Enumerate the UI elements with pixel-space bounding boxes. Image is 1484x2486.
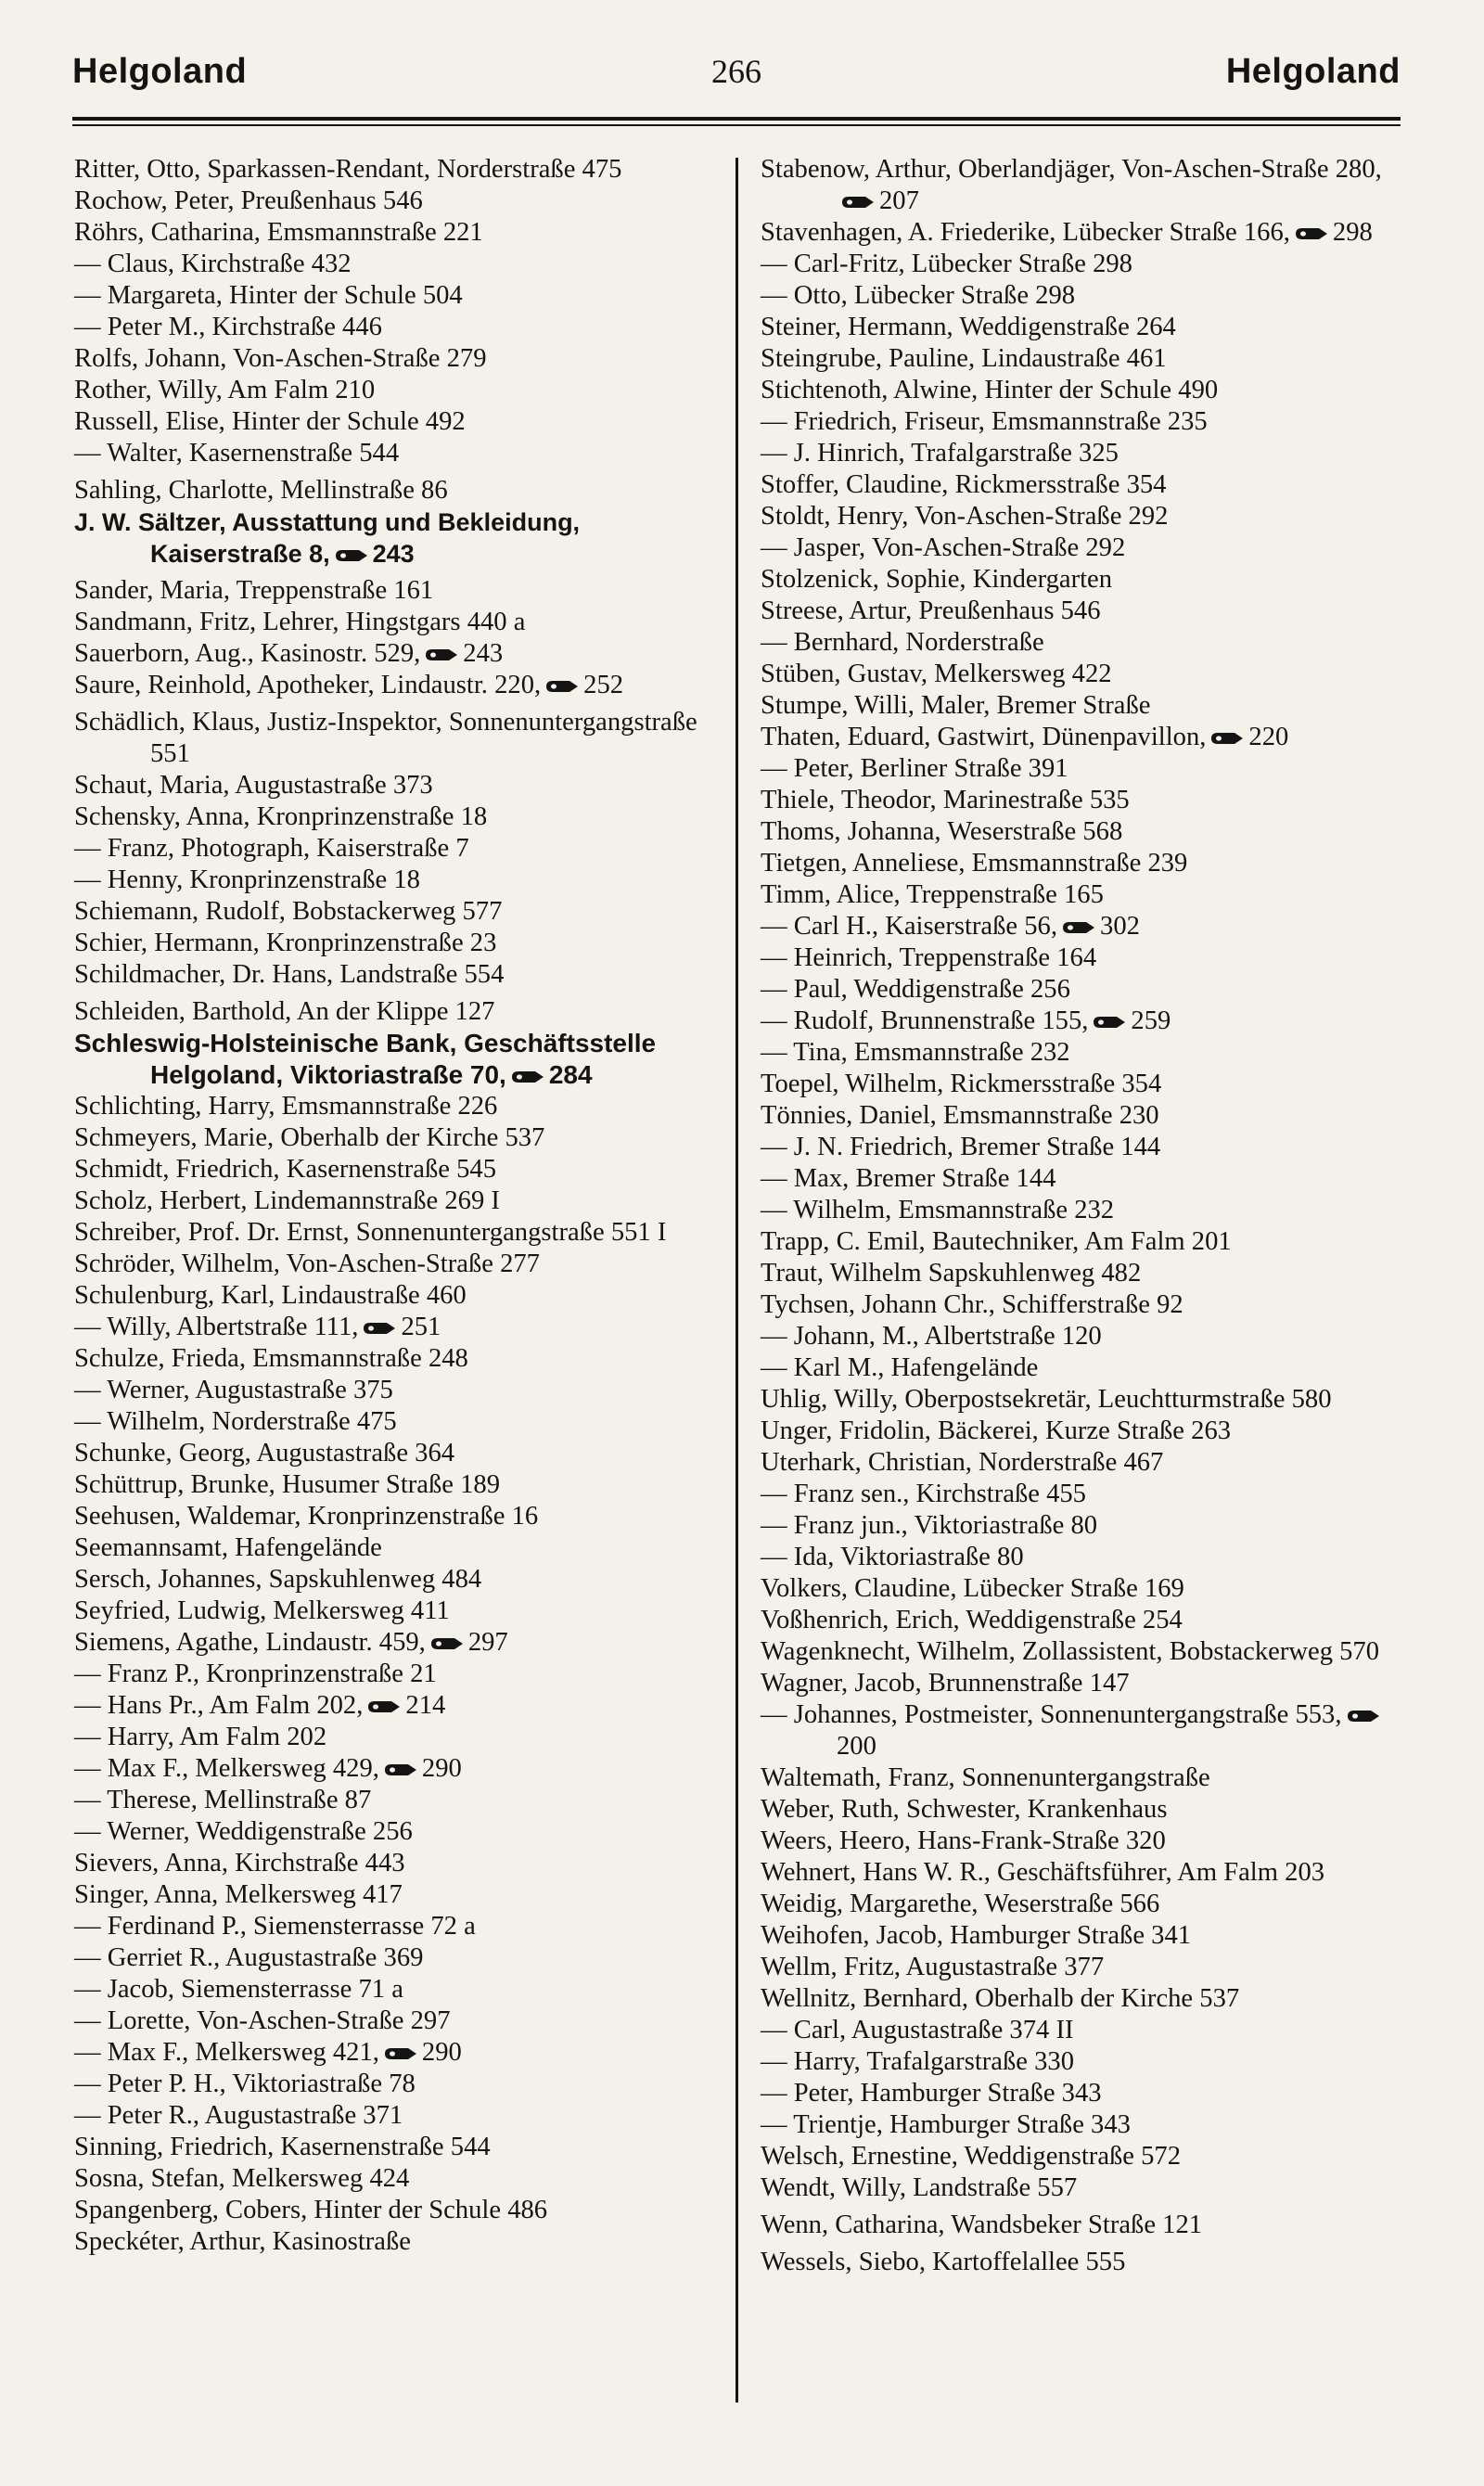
entry-text: — Franz, Photograph, Kaiserstraße 7 (74, 834, 469, 863)
directory-entry (74, 1659, 712, 1690)
entry-text: Sievers, Anna, Kirchstraße 443 (74, 1849, 405, 1877)
header-rule-thin (72, 124, 1401, 126)
directory-entry (74, 1816, 712, 1848)
entry-text: Tönnies, Daniel, Emsmannstraße 230 (761, 1101, 1159, 1130)
entry-text: Trapp, C. Emil, Bautechniker, Am Falm 201 (761, 1227, 1232, 1256)
directory-entry (761, 1163, 1401, 1195)
entry-text: Singer, Anna, Melkersweg 417 (74, 1880, 403, 1909)
telephone-icon (544, 679, 580, 694)
entry-text: Wagenknecht, Wilhelm, Zollassistent, Bobstackerweg 570 (761, 1637, 1380, 1666)
entry-text: — Henny, Kronprinzenstraße 18 (74, 865, 420, 894)
directory-entry (761, 1037, 1401, 1069)
directory-entry (761, 2210, 1401, 2241)
directory-entry (761, 596, 1401, 627)
entry-text: Welsch, Ernestine, Weddigenstraße 572 (761, 2142, 1182, 2171)
entry-text: Unger, Fridolin, Bäckerei, Kurze Straße 263 (761, 1416, 1232, 1445)
directory-entry (761, 1195, 1401, 1226)
entry-text: Russell, Elise, Hinter der Schule 492 (74, 407, 466, 436)
phone-number: 302 (1100, 912, 1140, 941)
directory-entry (761, 911, 1401, 942)
entry-text: Schröder, Wilhelm, Von-Aschen-Straße 277 (74, 1249, 540, 1278)
phone-number: 297 (467, 1628, 508, 1657)
page-header (72, 48, 1401, 104)
entry-text: Siemens, Agathe, Lindaustr. 459, (74, 1628, 426, 1657)
directory-entry (74, 1469, 712, 1501)
directory-entry (74, 1753, 712, 1785)
entry-text: Volkers, Claudine, Lübecker Straße 169 (761, 1574, 1184, 1603)
phone-number: 200 (837, 1732, 876, 1761)
directory-entry (761, 2172, 1401, 2204)
directory-entry (761, 469, 1401, 501)
directory-entry (74, 1911, 712, 1942)
entry-text: — Werner, Augustastraße 375 (74, 1376, 393, 1404)
directory-entry (74, 154, 712, 186)
directory-entry (74, 249, 712, 280)
directory-entry (761, 1226, 1401, 1258)
entry-text: — Peter M., Kirchstraße 446 (74, 313, 382, 341)
telephone-icon (362, 1321, 397, 1336)
directory-entry (761, 1416, 1401, 1447)
phone-number: 251 (401, 1313, 441, 1341)
entry-text: — Trientje, Hamburger Straße 343 (761, 2110, 1131, 2139)
directory-entry (761, 1699, 1401, 1762)
entry-text: Schädlich, Klaus, Justiz-Inspektor, Sonnenuntergangstraße 551 (74, 708, 697, 768)
entry-text: — Johannes, Postmeister, Sonnenuntergangstraße 553, (761, 1700, 1342, 1729)
directory-entry (74, 833, 712, 865)
directory-entry (761, 722, 1401, 753)
phone-number: 207 (879, 186, 919, 215)
directory-entry (761, 2046, 1401, 2078)
directory-entry (74, 506, 712, 570)
entry-text: Spangenberg, Cobers, Hinter der Schule 486 (74, 2196, 548, 2224)
directory-entry (761, 438, 1401, 469)
entry-text: Schildmacher, Dr. Hans, Landstraße 554 (74, 960, 505, 989)
directory-entry (761, 1384, 1401, 1416)
directory-entry (74, 2069, 712, 2100)
directory-entry (761, 1510, 1401, 1542)
entry-text: — Tina, Emsmannstraße 232 (761, 1038, 1070, 1067)
entry-text: — Paul, Weddigenstraße 256 (761, 975, 1070, 1004)
entry-text: Rolfs, Johann, Von-Aschen-Straße 279 (74, 344, 487, 373)
directory-entry (74, 2100, 712, 2132)
entry-text: Schmidt, Friedrich, Kasernenstraße 545 (74, 1155, 497, 1184)
entry-text: Sauerborn, Aug., Kasinostr. 529, (74, 639, 421, 668)
directory-entry (74, 2163, 712, 2195)
directory-entry (74, 928, 712, 959)
entry-text: Schensky, Anna, Kronprinzenstraße 18 (74, 802, 488, 831)
column-divider (736, 158, 738, 2403)
entry-text: Wellnitz, Bernhard, Oberhalb der Kirche 537 (761, 1984, 1240, 2013)
page-number: 266 (711, 53, 761, 90)
entry-text: Weers, Heero, Hans-Frank-Straße 320 (761, 1826, 1166, 1855)
entry-text: Schlichting, Harry, Emsmannstraße 226 (74, 1092, 498, 1121)
entry-text: Saure, Reinhold, Apotheker, Lindaustr. 220, (74, 671, 542, 699)
phone-number: 214 (405, 1691, 446, 1720)
directory-entry (761, 942, 1401, 974)
directory-entry (761, 1605, 1401, 1636)
directory-entry (74, 1690, 712, 1722)
entry-text: Stavenhagen, A. Friederike, Lübecker Straße 166, (761, 218, 1290, 247)
header-left-title: Helgoland (72, 52, 248, 91)
entry-text: — Wilhelm, Emsmannstraße 232 (761, 1196, 1115, 1224)
directory-entry (74, 312, 712, 343)
telephone-icon (1061, 920, 1096, 935)
directory-entry (74, 575, 712, 607)
directory-entry (761, 690, 1401, 722)
directory-entry (761, 2109, 1401, 2141)
entry-text: — Harry, Trafalgarstraße 330 (761, 2047, 1075, 2076)
directory-entry (761, 280, 1401, 312)
directory-entry (761, 627, 1401, 659)
directory-entry (761, 1069, 1401, 1100)
directory-entry (74, 1942, 712, 1974)
directory-entry (74, 438, 712, 469)
directory-entry (74, 1785, 712, 1816)
directory-entry (761, 1573, 1401, 1605)
directory-entry (74, 2005, 712, 2037)
entry-text: — Wilhelm, Norderstraße 475 (74, 1407, 397, 1436)
directory-entry (74, 1722, 712, 1753)
entry-text: Rochow, Peter, Preußenhaus 546 (74, 186, 423, 215)
entry-text: — Harry, Am Falm 202 (74, 1723, 327, 1751)
entry-text: — Jacob, Siemensterrasse 71 a (74, 1975, 403, 2004)
entry-text: — Max F., Melkersweg 429, (74, 1754, 379, 1783)
entry-text: — Hans Pr., Am Falm 202, (74, 1691, 364, 1720)
directory-entry (74, 217, 712, 249)
directory-entry (74, 1501, 712, 1532)
directory-entry (761, 1321, 1401, 1352)
directory-entry (761, 154, 1401, 217)
telephone-icon (429, 1636, 465, 1651)
phone-number: 290 (421, 2038, 462, 2067)
entry-text: Steingrube, Pauline, Lindaustraße 461 (761, 344, 1167, 373)
directory-entry (74, 607, 712, 638)
entry-text: — Otto, Lübecker Straße 298 (761, 281, 1076, 310)
entry-text: J. W. Sältzer, Ausstattung und Bekleidung, Kaiserstraße 8, (74, 508, 581, 568)
telephone-icon (510, 1070, 545, 1084)
entry-text: — J. Hinrich, Trafalgarstraße 325 (761, 439, 1119, 468)
entry-text: — Peter, Berliner Straße 391 (761, 754, 1068, 783)
entry-text: — Claus, Kirchstraße 432 (74, 250, 352, 278)
entry-text: — Carl H., Kaiserstraße 56, (761, 912, 1058, 941)
entry-text: Stoffer, Claudine, Rickmersstraße 354 (761, 470, 1167, 499)
directory-entry (761, 217, 1401, 249)
entry-text: Sander, Maria, Treppenstraße 161 (74, 576, 434, 605)
entry-text: Sinning, Friedrich, Kasernenstraße 544 (74, 2133, 491, 2161)
entry-text: Seehusen, Waldemar, Kronprinzenstraße 16 (74, 1502, 539, 1531)
directory-entry (74, 670, 712, 701)
entry-text: Schiemann, Rudolf, Bobstackerweg 577 (74, 897, 503, 926)
telephone-icon (1092, 1015, 1127, 1030)
telephone-icon (1294, 226, 1329, 241)
directory-entry (761, 753, 1401, 785)
entry-text: Stumpe, Willi, Maler, Bremer Straße (761, 691, 1151, 720)
directory-entry (761, 1889, 1401, 1920)
directory-entry (74, 2132, 712, 2163)
entry-text: — Gerriet R., Augustastraße 369 (74, 1943, 424, 1972)
directory-entry (74, 375, 712, 406)
entry-text: — Carl, Augustastraße 374 II (761, 2016, 1074, 2044)
directory-entry (761, 1132, 1401, 1163)
directory-entry (761, 1794, 1401, 1826)
directory-entry (761, 1857, 1401, 1889)
entry-text: Wendt, Willy, Landstraße 557 (761, 2173, 1078, 2202)
entry-text: Schleiden, Barthold, An der Klippe 127 (74, 997, 495, 1026)
directory-entry (74, 1438, 712, 1469)
entry-text: Sahling, Charlotte, Mellinstraße 86 (74, 476, 448, 505)
directory-entry (761, 1289, 1401, 1321)
directory-entry (761, 879, 1401, 911)
entry-text: — Margareta, Hinter der Schule 504 (74, 281, 463, 310)
directory-entry (74, 959, 712, 991)
entry-text: Weber, Ruth, Schwester, Krankenhaus (761, 1795, 1168, 1824)
directory-entry (761, 1636, 1401, 1668)
directory-entry (74, 801, 712, 833)
phone-number: 243 (463, 639, 504, 668)
directory-entry (761, 2015, 1401, 2046)
directory-entry (761, 1668, 1401, 1699)
entry-text: Schüttrup, Brunke, Husumer Straße 189 (74, 1470, 501, 1499)
entry-text: — Friedrich, Friseur, Emsmannstraße 235 (761, 407, 1208, 436)
right-column (761, 154, 1401, 2278)
directory-entry (74, 1406, 712, 1438)
entry-text: Wagner, Jacob, Brunnenstraße 147 (761, 1669, 1130, 1698)
phone-number: 259 (1131, 1006, 1171, 1035)
entry-text: — Lorette, Von-Aschen-Straße 297 (74, 2006, 451, 2035)
telephone-icon (840, 195, 876, 210)
entry-text: — Franz sen., Kirchstraße 455 (761, 1480, 1086, 1508)
entry-text: Steiner, Hermann, Weddigenstraße 264 (761, 313, 1176, 341)
directory-entry (761, 249, 1401, 280)
header-right-title: Helgoland (1225, 52, 1401, 91)
directory-entry (761, 1920, 1401, 1952)
entry-text: Stichtenoth, Alwine, Hinter der Schule 490 (761, 376, 1219, 404)
directory-entry (761, 406, 1401, 438)
entry-text: Weihofen, Jacob, Hamburger Straße 341 (761, 1921, 1192, 1950)
directory-entry (761, 501, 1401, 532)
entry-text: Schreiber, Prof. Dr. Ernst, Sonnenuntergangstraße 551 I (74, 1218, 667, 1247)
directory-entry (761, 1352, 1401, 1384)
entry-text: Schunke, Georg, Augustastraße 364 (74, 1439, 455, 1467)
entry-text: Scholz, Herbert, Lindemannstraße 269 I (74, 1186, 500, 1215)
directory-entry (761, 1952, 1401, 1983)
directory-entry (74, 865, 712, 896)
directory-entry (74, 1028, 712, 1091)
directory-entry (761, 848, 1401, 879)
telephone-icon (424, 647, 459, 662)
directory-entry (74, 475, 712, 506)
entry-text: — Ferdinand P., Siemensterrasse 72 a (74, 1912, 476, 1941)
directory-entry (74, 1627, 712, 1659)
entry-text: — Peter, Hamburger Straße 343 (761, 2079, 1102, 2108)
directory-entry (74, 1217, 712, 1249)
entry-text: Tychsen, Johann Chr., Schifferstraße 92 (761, 1290, 1183, 1319)
entry-text: Waltemath, Franz, Sonnenuntergangstraße (761, 1763, 1210, 1792)
entry-text: — Werner, Weddigenstraße 256 (74, 1817, 413, 1846)
directory-entry (74, 1249, 712, 1280)
phone-number: 252 (583, 671, 624, 699)
directory-entry (761, 816, 1401, 848)
directory-entry (74, 280, 712, 312)
entry-text: Toepel, Wilhelm, Rickmersstraße 354 (761, 1070, 1162, 1098)
directory-entry (761, 1100, 1401, 1132)
directory-entry (74, 1185, 712, 1217)
directory-entry (761, 1258, 1401, 1289)
entry-text: Schmeyers, Marie, Oberhalb der Kirche 537 (74, 1123, 545, 1152)
directory-entry (74, 406, 712, 438)
directory-entry (761, 343, 1401, 375)
phone-number: 290 (421, 1754, 462, 1783)
entry-text: Sandmann, Fritz, Lehrer, Hingstgars 440 a (74, 608, 526, 636)
entry-text: — Therese, Mellinstraße 87 (74, 1786, 372, 1814)
entry-text: Rother, Willy, Am Falm 210 (74, 376, 376, 404)
directory-entry (74, 1375, 712, 1406)
entry-text: Stüben, Gustav, Melkersweg 422 (761, 660, 1112, 688)
directory-entry (74, 2226, 712, 2258)
telephone-icon (383, 1762, 418, 1777)
directory-entry (74, 1280, 712, 1312)
phone-number: 298 (1332, 218, 1373, 247)
directory-entry (761, 785, 1401, 816)
entry-text: Wehnert, Hans W. R., Geschäftsführer, Am Falm 203 (761, 1858, 1325, 1887)
entry-text: — Peter R., Augustastraße 371 (74, 2101, 403, 2130)
entry-text: Wessels, Siebo, Kartoffelallee 555 (761, 2248, 1126, 2276)
telephone-icon (1346, 1709, 1381, 1724)
directory-entry (74, 1595, 712, 1627)
phone-number: 220 (1248, 723, 1289, 751)
entry-text: Uterhark, Christian, Norderstraße 467 (761, 1448, 1164, 1477)
entry-text: Stolzenick, Sophie, Kindergarten (761, 565, 1113, 594)
entry-text: Thiele, Theodor, Marinestraße 535 (761, 786, 1130, 814)
entry-text: Schier, Hermann, Kronprinzenstraße 23 (74, 929, 497, 957)
directory-entry (74, 1848, 712, 1879)
telephone-icon (383, 2046, 418, 2061)
entry-text: Thaten, Eduard, Gastwirt, Dünenpavillon, (761, 723, 1207, 751)
directory-entry (761, 532, 1401, 564)
directory-entry (74, 1879, 712, 1911)
entry-text: — Bernhard, Norderstraße (761, 628, 1044, 657)
directory-entry (74, 896, 712, 928)
entry-text: — Carl-Fritz, Lübecker Straße 298 (761, 250, 1132, 278)
entry-text: Sosna, Stefan, Melkersweg 424 (74, 2164, 410, 2193)
entry-text: Schulze, Frieda, Emsmannstraße 248 (74, 1344, 468, 1373)
entry-text: — Ida, Viktoriastraße 80 (761, 1543, 1024, 1571)
directory-entry (74, 186, 712, 217)
entry-text: Uhlig, Willy, Oberpostsekretär, Leuchtturmstraße 580 (761, 1385, 1332, 1414)
directory-entry (761, 564, 1401, 596)
telephone-icon (366, 1699, 402, 1714)
directory-entry (74, 2037, 712, 2069)
directory-entry (74, 2195, 712, 2226)
directory-entry (761, 1447, 1401, 1479)
entry-text: Stabenow, Arthur, Oberlandjäger, Von-Aschen-Straße 280, (761, 155, 1382, 184)
directory-entry (74, 1312, 712, 1343)
entry-text: Wenn, Catharina, Wandsbeker Straße 121 (761, 2210, 1203, 2239)
entry-text: Weidig, Margarethe, Weserstraße 566 (761, 1890, 1160, 1918)
directory-entry (74, 707, 712, 770)
entry-text: Seemannsamt, Hafengelände (74, 1533, 382, 1562)
entry-text: Sersch, Johannes, Sapskuhlenweg 484 (74, 1565, 482, 1594)
entry-text: Ritter, Otto, Sparkassen-Rendant, Norderstraße 475 (74, 155, 622, 184)
phone-number: 284 (548, 1060, 593, 1089)
left-column (74, 154, 712, 2258)
directory-entry (761, 1762, 1401, 1794)
entry-text: Voßhenrich, Erich, Weddigenstraße 254 (761, 1606, 1183, 1634)
entry-text: Streese, Artur, Preußenhaus 546 (761, 596, 1101, 625)
entry-text: Schleswig-Holsteinische Bank, Geschäftsstelle Helgoland, Viktoriastraße 70, (74, 1029, 657, 1089)
directory-entry (74, 638, 712, 670)
entry-text: — Johann, M., Albertstraße 120 (761, 1322, 1102, 1351)
directory-entry (761, 974, 1401, 1006)
entry-text: — Max, Bremer Straße 144 (761, 1164, 1056, 1193)
entry-text: — Jasper, Von-Aschen-Straße 292 (761, 533, 1126, 562)
entry-text: Speckéter, Arthur, Kasinostraße (74, 2227, 411, 2256)
entry-text: — Walter, Kasernenstraße 544 (74, 439, 400, 468)
entry-text: Schulenburg, Karl, Lindaustraße 460 (74, 1281, 467, 1310)
entry-text: — Franz jun., Viktoriastraße 80 (761, 1511, 1098, 1540)
entry-text: Traut, Wilhelm Sapskuhlenweg 482 (761, 1259, 1142, 1288)
directory-entry (74, 1974, 712, 2005)
entry-text: — Karl M., Hafengelände (761, 1353, 1039, 1382)
directory-entry (761, 659, 1401, 690)
header-rule-thick (72, 117, 1401, 121)
directory-entry (74, 1343, 712, 1375)
entry-text: Tietgen, Anneliese, Emsmannstraße 239 (761, 849, 1188, 878)
entry-text: — J. N. Friedrich, Bremer Straße 144 (761, 1133, 1161, 1161)
directory-entry (74, 1564, 712, 1595)
directory-entry (74, 1122, 712, 1154)
directory-entry (74, 1532, 712, 1564)
directory-entry (761, 2078, 1401, 2109)
entry-text: — Franz P., Kronprinzenstraße 21 (74, 1659, 437, 1688)
directory-entry (761, 375, 1401, 406)
entry-text: — Rudolf, Brunnenstraße 155, (761, 1006, 1089, 1035)
entry-text: — Heinrich, Treppenstraße 164 (761, 943, 1097, 972)
directory-entry (761, 2247, 1401, 2278)
entry-text: — Max F., Melkersweg 421, (74, 2038, 379, 2067)
directory-entry (761, 1006, 1401, 1037)
directory-entry (761, 1479, 1401, 1510)
entry-text: Schaut, Maria, Augustastraße 373 (74, 771, 433, 800)
entry-text: Timm, Alice, Treppenstraße 165 (761, 880, 1104, 909)
entry-text: Wellm, Fritz, Augustastraße 377 (761, 1953, 1105, 1981)
telephone-icon (1209, 731, 1245, 746)
entry-text: — Peter P. H., Viktoriastraße 78 (74, 2070, 416, 2098)
directory-entry (74, 1154, 712, 1185)
directory-entry (761, 1826, 1401, 1857)
directory-entry (74, 343, 712, 375)
directory-entry (761, 2141, 1401, 2172)
directory-entry (761, 1983, 1401, 2015)
entry-text: Röhrs, Catharina, Emsmannstraße 221 (74, 218, 483, 247)
directory-entry (74, 996, 712, 1028)
telephone-icon (334, 548, 369, 563)
directory-entry (74, 770, 712, 801)
directory-entry (761, 312, 1401, 343)
entry-text: Thoms, Johanna, Weserstraße 568 (761, 817, 1123, 846)
entry-text: Stoldt, Henry, Von-Aschen-Straße 292 (761, 502, 1169, 531)
directory-entry (74, 1091, 712, 1122)
entry-text: Seyfried, Ludwig, Melkersweg 411 (74, 1596, 450, 1625)
entry-text: — Willy, Albertstraße 111, (74, 1313, 359, 1341)
directory-entry (761, 1542, 1401, 1573)
phone-number: 243 (372, 540, 415, 568)
